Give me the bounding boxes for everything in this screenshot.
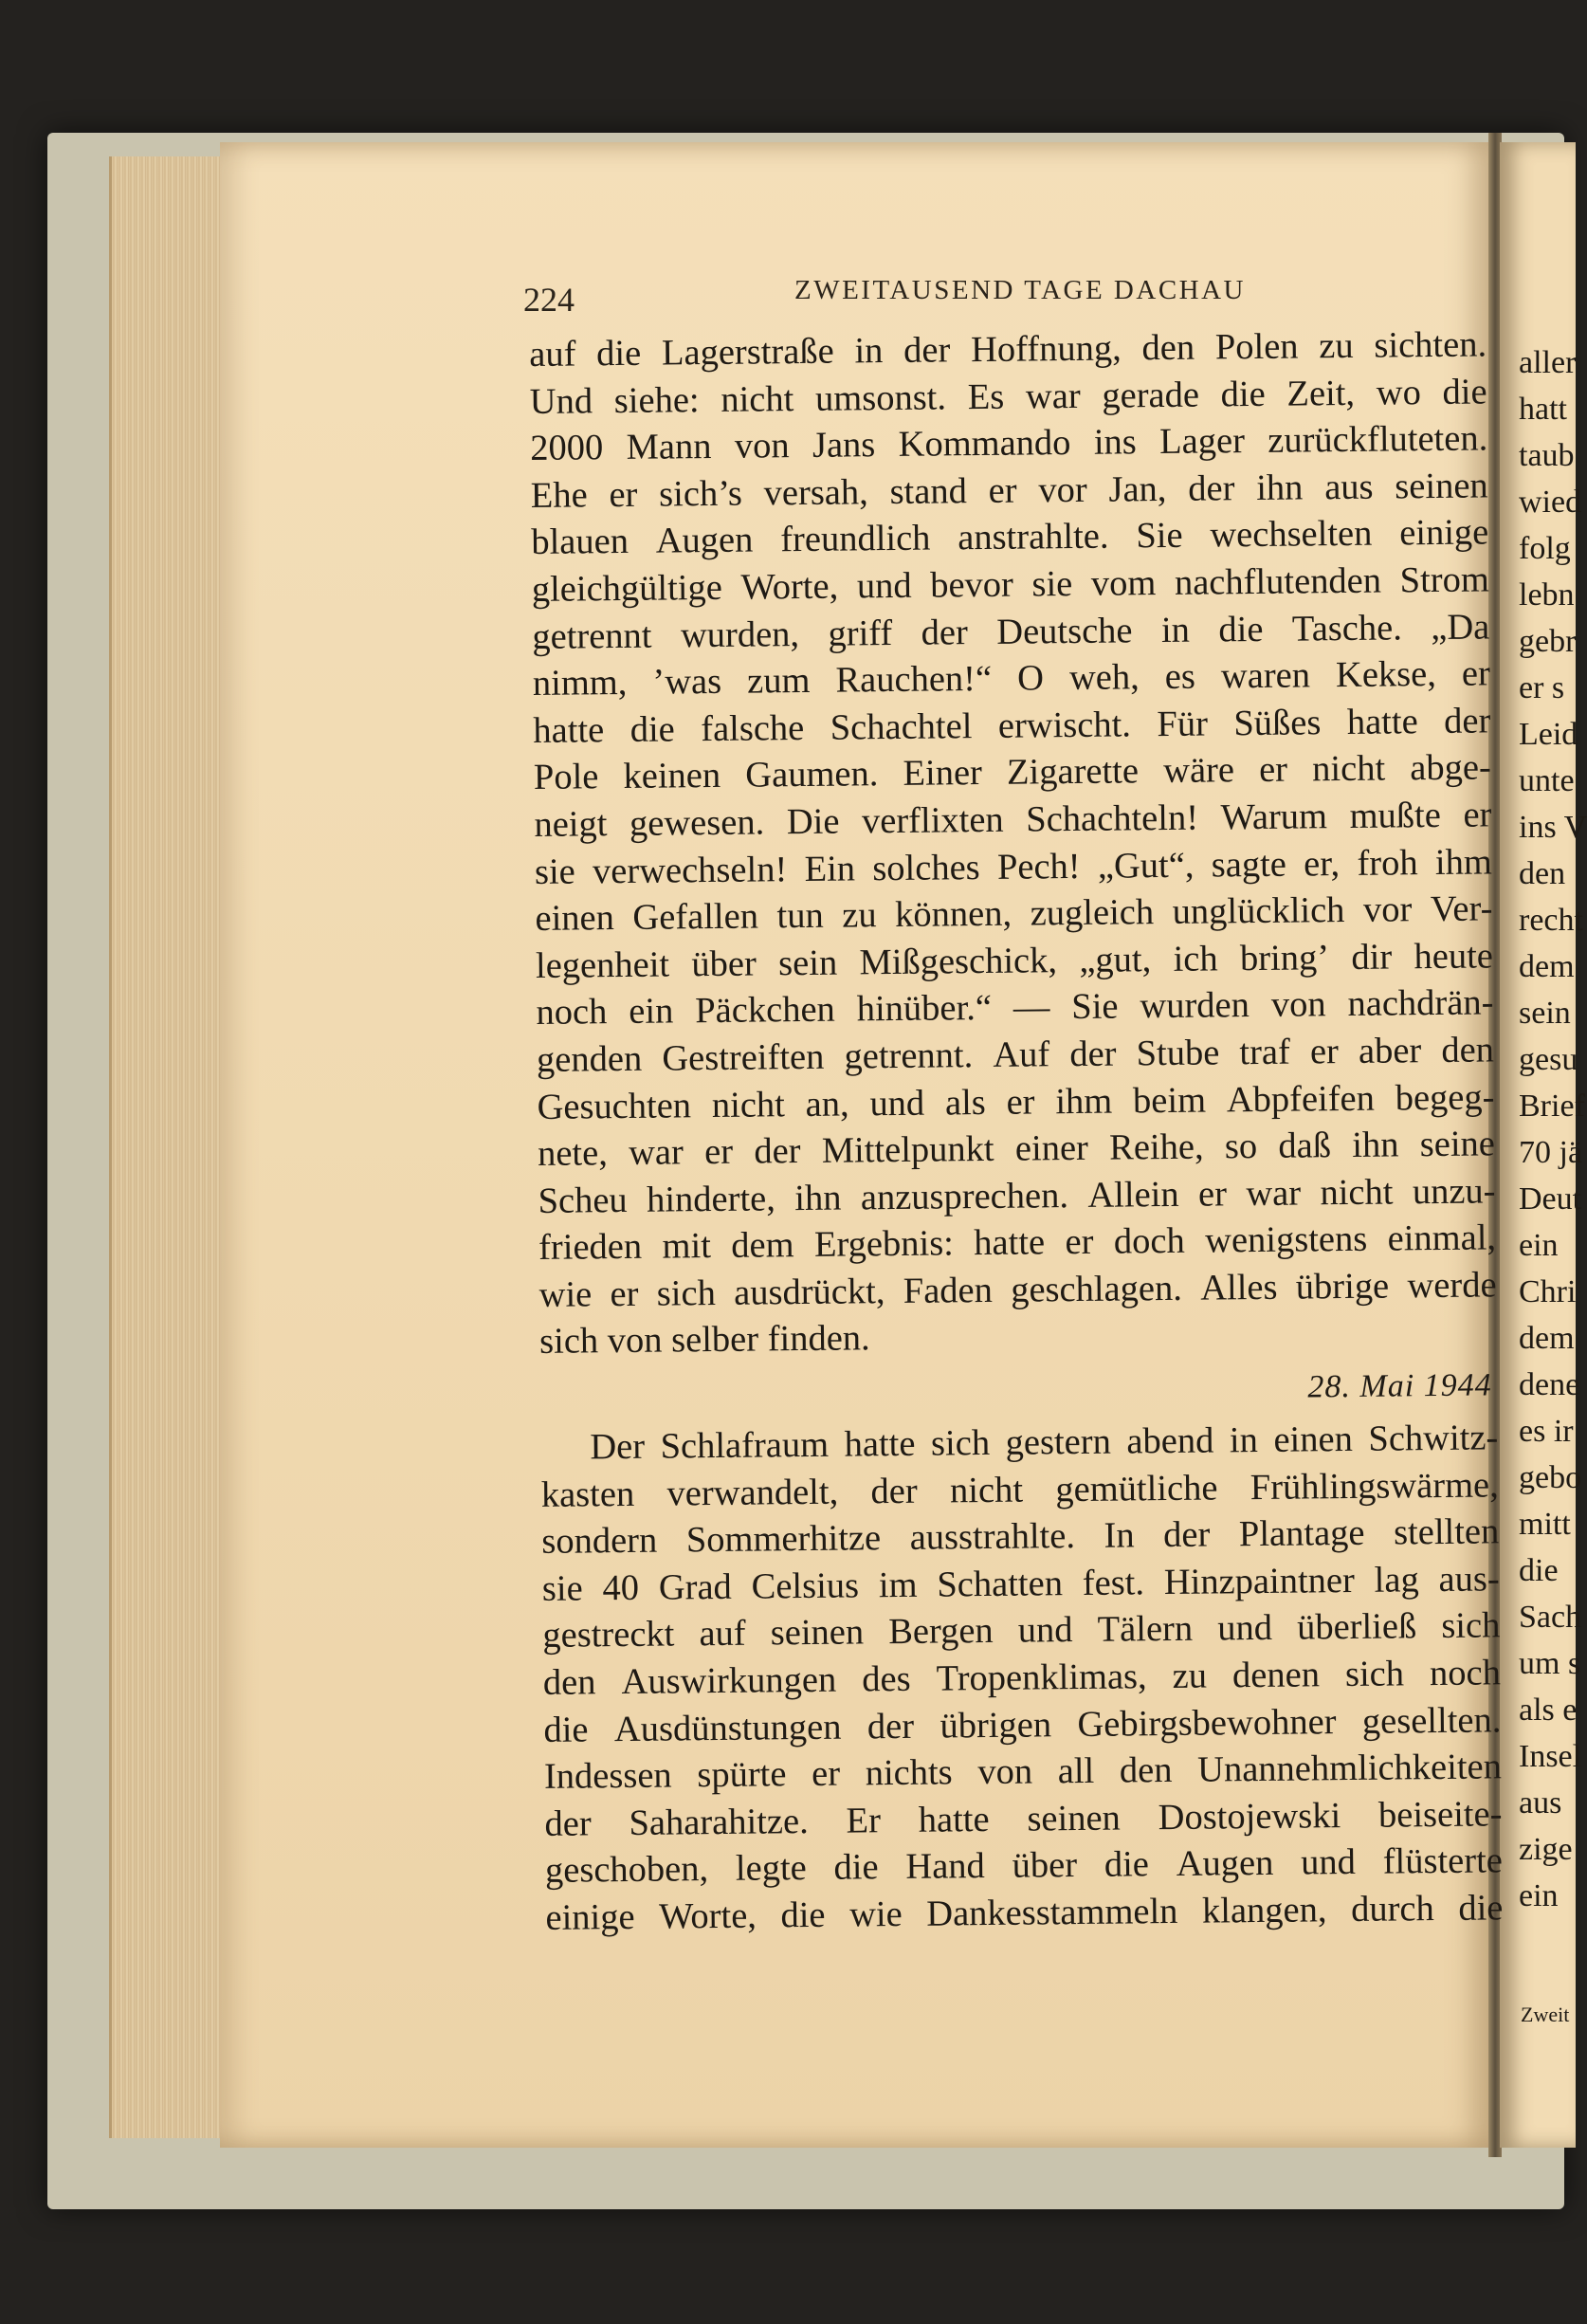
text-line: einige Worte, die wie Dankesstammeln klangen, durch die bbox=[545, 1888, 1504, 1938]
paragraph-2 bbox=[540, 1415, 1504, 1942]
text-line: getrennt wurden, griff der Deutsche in die Tasche. „Da bbox=[532, 606, 1490, 657]
facing-line: recht bbox=[1519, 903, 1583, 938]
facing-line: Brief bbox=[1519, 1089, 1585, 1124]
facing-line: aller bbox=[1519, 345, 1577, 380]
text-line: sie verwechseln! Ein solches Pech! „Gut“, sagte er, froh ihm bbox=[534, 841, 1493, 892]
facing-line: sein bbox=[1519, 996, 1571, 1031]
text-line: blauen Augen freundlich anstrahlte. Sie wechselten einige bbox=[531, 512, 1489, 563]
text-line: Indessen spürte er nichts von all den Unannehmlichkeiten bbox=[543, 1747, 1503, 1798]
text-line: kasten verwandelt, der nicht gemütliche Frühlingswärme, bbox=[540, 1465, 1499, 1515]
text-line: neigt gewesen. Die verflixten Schachteln! Warum mußte er bbox=[534, 795, 1492, 845]
facing-line: ins V bbox=[1519, 810, 1587, 845]
facing-line: ein bbox=[1519, 1878, 1559, 1913]
text-line: hatte die falsche Schachtel erwischt. Für Süßes hatte der bbox=[533, 701, 1491, 751]
text-line: einen Gefallen tun zu können, zugleich unglücklich vor Ver- bbox=[535, 888, 1493, 940]
facing-line: Leid bbox=[1519, 717, 1578, 752]
facing-line: Deut bbox=[1519, 1181, 1582, 1217]
facing-page-text bbox=[1519, 339, 1587, 1919]
facing-line: aus bbox=[1519, 1785, 1562, 1821]
facing-line: gebr bbox=[1519, 624, 1577, 659]
text-line: genden Gestreiften getrennt. Auf der Stube traf er aber den bbox=[536, 1030, 1495, 1080]
facing-line: ein bbox=[1519, 1228, 1559, 1263]
facing-line: 70 jä bbox=[1519, 1135, 1583, 1170]
facing-line: gesu bbox=[1519, 1042, 1578, 1077]
text-line: der Saharahitze. Er hatte seinen Dostojewski beiseite- bbox=[544, 1794, 1503, 1844]
running-title: ZWEITAUSEND TAGE DACHAU bbox=[794, 275, 1246, 305]
facing-line: den bbox=[1519, 856, 1566, 891]
text-line: noch ein Päckchen hinüber.“ — Sie wurden von nachdrän- bbox=[536, 982, 1494, 1034]
paragraph-1 bbox=[529, 321, 1497, 1366]
facing-line: Chri bbox=[1519, 1274, 1577, 1309]
text-line: auf die Lagerstraße in der Hoffnung, den Polen zu sichten. bbox=[529, 324, 1487, 375]
facing-line: unte bbox=[1519, 763, 1575, 798]
text-line: sondern Sommerhitze ausstrahlte. In der Plantage stellten bbox=[541, 1511, 1500, 1563]
facing-line: es ir bbox=[1519, 1414, 1574, 1449]
text-line: legenheit über sein Mißgeschick, „gut, ich bring’ dir heute bbox=[535, 936, 1494, 986]
text-line: sie 40 Grad Celsius im Schatten fest. Hinzpaintner lag aus- bbox=[541, 1559, 1500, 1609]
facing-line: lebn bbox=[1519, 577, 1575, 613]
text-line: gleichgültige Worte, und bevor sie vom nachflutenden Strom bbox=[531, 559, 1490, 610]
facing-line: Insel bbox=[1519, 1739, 1582, 1774]
text-line: Gesuchten nicht an, und als er ihm beim Abpfeifen begeg- bbox=[537, 1076, 1495, 1127]
text-line: nimm, ’was zum Rauchen!“ O weh, es waren Kekse, er bbox=[532, 653, 1491, 705]
facing-line: zige bbox=[1519, 1832, 1573, 1867]
text-line: nete, war er der Mittelpunkt einer Reihe, so daß ihn seine bbox=[537, 1124, 1496, 1175]
facing-line: mitt bbox=[1519, 1507, 1571, 1542]
text-line: den Auswirkungen des Tropenklimas, zu denen sich noch bbox=[542, 1653, 1502, 1703]
text-line: Ehe er sich’s versah, stand er vor Jan, der ihn aus seinen bbox=[530, 466, 1488, 516]
facing-line: gebo bbox=[1519, 1460, 1582, 1495]
facing-line: wied bbox=[1519, 485, 1582, 520]
page-edges bbox=[109, 156, 226, 2138]
text-line: sich von selber finden. bbox=[538, 1318, 870, 1363]
facing-line: folg bbox=[1519, 531, 1571, 566]
facing-line: taub bbox=[1519, 438, 1575, 473]
text-line: Der Schlafraum hatte sich gestern abend in einen Schwitz- bbox=[590, 1418, 1499, 1468]
text-line: gestreckt auf seinen Bergen und Tälern und überließ sich bbox=[542, 1605, 1501, 1656]
facing-line: Sach bbox=[1519, 1600, 1582, 1635]
facing-page-footer: Zweit bbox=[1521, 2003, 1570, 2026]
facing-line: dem bbox=[1519, 949, 1575, 984]
facing-line: er s bbox=[1519, 670, 1565, 705]
text-line: die Ausdünstungen der übrigen Gebirgsbewohner gesellten. bbox=[543, 1699, 1502, 1750]
text-line: wie er sich ausdrückt, Faden geschlagen. Alles übrige werde bbox=[538, 1265, 1497, 1315]
body-text bbox=[529, 321, 1504, 1942]
dateline: 28. Mai 1944 bbox=[1307, 1367, 1492, 1405]
text-line: Scheu hinderte, ihn anzusprechen. Allein er war nicht unzu- bbox=[538, 1171, 1496, 1221]
facing-line: dene bbox=[1519, 1367, 1580, 1402]
facing-line: um s bbox=[1519, 1646, 1581, 1681]
text-line: geschoben, legte die Hand über die Augen und flüsterte bbox=[544, 1840, 1504, 1892]
text-line: 2000 Mann von Jans Kommando ins Lager zurückfluteten. bbox=[530, 418, 1488, 469]
page-number: 224 bbox=[523, 281, 575, 319]
facing-line: dem bbox=[1519, 1321, 1575, 1356]
facing-line: als e bbox=[1519, 1693, 1578, 1728]
text-line: frieden mit dem Ergebnis: hatte er doch wenigstens einmal, bbox=[538, 1217, 1497, 1269]
facing-line: hatt bbox=[1519, 392, 1567, 427]
facing-line: die bbox=[1519, 1553, 1559, 1588]
text-line: Pole keinen Gaumen. Einer Zigarette wäre er nicht abge- bbox=[533, 747, 1492, 798]
text-line: Und siehe: nicht umsonst. Es war gerade die Zeit, wo die bbox=[529, 372, 1487, 422]
